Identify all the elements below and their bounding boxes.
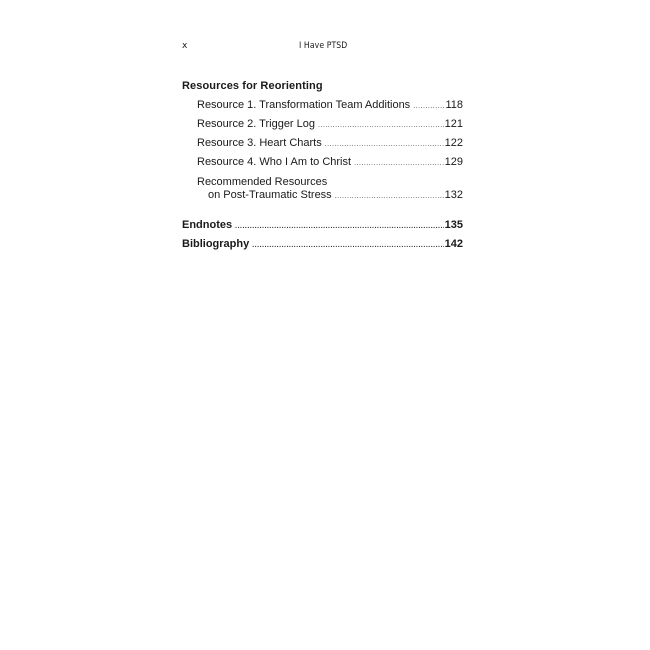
toc-entry-recommended-line2 [182, 189, 463, 203]
toc-entry-resource-2 [182, 118, 463, 132]
running-head [182, 41, 462, 55]
toc-entry-page: 135 [444, 219, 463, 231]
toc-entry-page: 122 [444, 137, 463, 149]
section-heading: Resources for Reorienting [182, 80, 323, 92]
toc-entry-label: Resource 1. Transformation Team Additions [197, 99, 411, 111]
toc-entry-page: 129 [444, 156, 463, 168]
table-of-contents [182, 80, 463, 252]
toc-entry-endnotes [182, 219, 463, 233]
dot-leader [413, 100, 444, 113]
dot-leader [354, 157, 444, 170]
toc-entry-page: 118 [445, 99, 463, 111]
dot-leader [318, 119, 444, 132]
toc-entry-label: Resource 3. Heart Charts [197, 137, 322, 149]
toc-entry-page: 121 [444, 118, 463, 130]
toc-entry-bibliography [182, 238, 463, 252]
toc-entry-label: Bibliography [182, 238, 250, 250]
toc-entry-label: on Post-Traumatic Stress [208, 189, 332, 201]
toc-entry-label: Resource 2. Trigger Log [197, 118, 316, 130]
page-folio: x [182, 41, 188, 51]
toc-entry-label: Endnotes [182, 219, 233, 231]
dot-leader [335, 190, 444, 203]
running-head-title: I Have PTSD [299, 41, 348, 51]
toc-entry-resource-3 [182, 137, 463, 151]
toc-entry-label: Resource 4. Who I Am to Christ [197, 156, 352, 168]
toc-entry-resource-4 [182, 156, 463, 170]
toc-entry-page: 132 [444, 189, 463, 201]
dot-leader [252, 239, 443, 252]
dot-leader [325, 138, 444, 151]
toc-entry-page: 142 [444, 238, 463, 250]
dot-leader [235, 220, 444, 233]
toc-entry-resource-1 [182, 99, 463, 113]
toc-entry-recommended-line1: Recommended Resources [197, 176, 328, 188]
